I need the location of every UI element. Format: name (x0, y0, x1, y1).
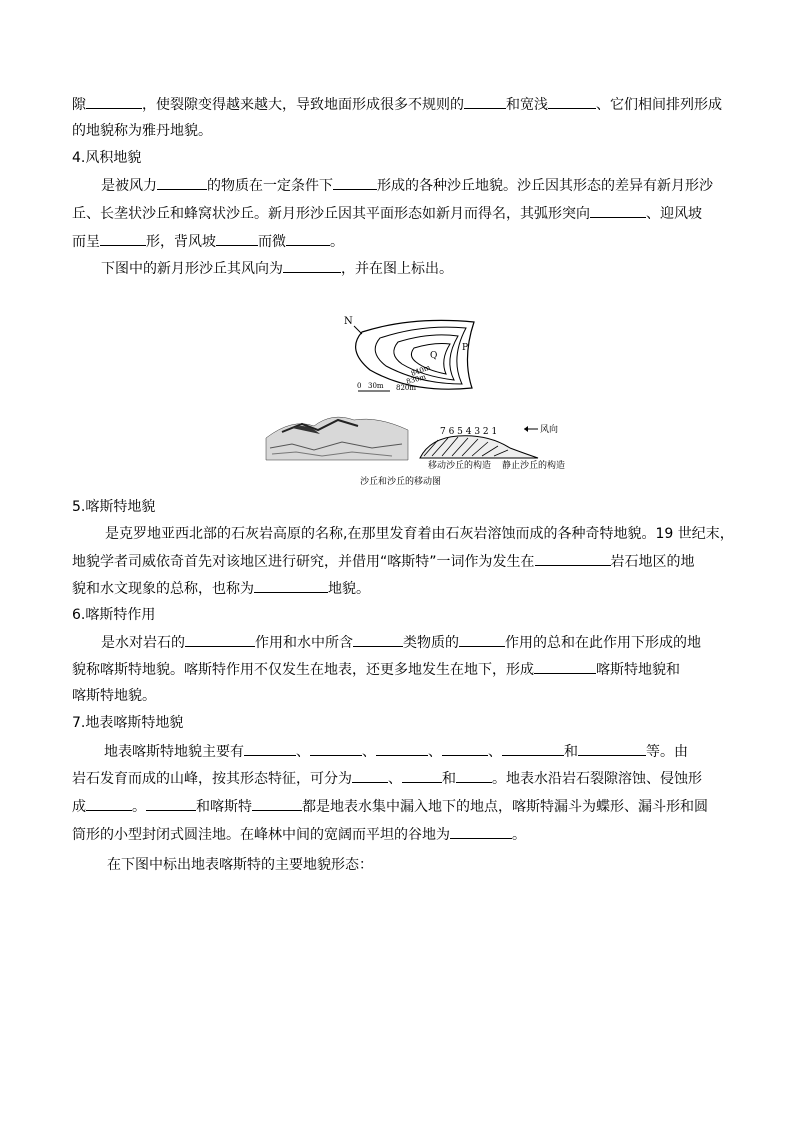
paragraph-line (72, 551, 722, 572)
paragraph-line (72, 578, 722, 599)
section-heading: 5.喀斯特地貌 (72, 499, 156, 515)
blank[interactable] (535, 551, 611, 566)
paragraph-line (72, 768, 722, 789)
text: 丘、长垄状沙丘和蜂窝状沙丘。新月形沙丘因其平面形态如新月而得名，其弧形突向 (72, 206, 590, 222)
text: 和宽浅 (506, 97, 548, 113)
text: 、迎风坡 (646, 206, 702, 222)
blank[interactable] (310, 741, 362, 756)
paragraph-line: 是克罗地亚西北部的石灰岩高原的名称,在那里发育着由石灰岩溶蚀而成的各种奇特地貌。19 世纪末， (105, 526, 734, 542)
arrow-head-icon (524, 426, 528, 432)
blank[interactable] (286, 231, 330, 246)
text: 地貌学者司威依奇首先对该地区进行研究，并借用“喀斯特”一词作为发生在 (72, 554, 535, 570)
paragraph-line: 的地貌称为雅丹地貌。 (72, 123, 212, 139)
section-heading: 6.喀斯特作用 (72, 607, 156, 623)
text: 岩石发育而成的山峰，按其形态特征，可分为 (72, 771, 352, 787)
scale-zero: 0 (357, 382, 362, 390)
text: 地表喀斯特地貌主要有 (104, 744, 244, 760)
moving-dune-label: 移动沙丘的构造 (428, 461, 492, 471)
blank[interactable] (464, 94, 506, 109)
text: 形，背风坡 (146, 234, 216, 250)
text: 和喀斯特 (196, 799, 252, 815)
text: 貌和水文现象的总称，也称为 (72, 581, 254, 597)
paragraph-line (72, 203, 722, 224)
text: 而微 (258, 234, 286, 250)
blank[interactable] (502, 741, 564, 756)
north-label: N (344, 316, 353, 327)
instruction-line: 在下图中标出地表喀斯特的主要地貌形态： (107, 857, 373, 873)
scale-30m: 30m (368, 382, 384, 390)
text: 是被风力 (101, 178, 157, 194)
text: 。地表水沿岩石裂隙溶蚀、侵蚀形 (492, 771, 702, 787)
blank[interactable] (534, 659, 596, 674)
text: 都是地表水集中漏入地下的地点，喀斯特漏斗为蝶形、漏斗形和圆 (302, 799, 708, 815)
contour-label: 840m (409, 363, 432, 378)
text: 是水对岩石的 (101, 635, 185, 651)
text: 。 (132, 799, 146, 815)
blank[interactable] (352, 768, 388, 783)
static-dune-label: 静止沙丘的构造 (502, 461, 566, 471)
paragraph-line (72, 659, 722, 680)
text: 下图中的新月形沙丘其风向为 (101, 261, 283, 277)
paragraph-line (101, 632, 751, 653)
contour-label: 830m (405, 373, 427, 386)
blank[interactable] (254, 578, 328, 593)
dune-cross-section (420, 423, 565, 471)
paragraph-line (72, 824, 722, 845)
dune-photo (266, 416, 408, 460)
question-line (101, 258, 751, 279)
point-q-label: Q (430, 351, 438, 361)
text: 貌称喀斯特地貌。喀斯特作用不仅发生在地表，还更多地发生在地下，形成 (72, 662, 534, 678)
blank[interactable] (442, 741, 488, 756)
paragraph-line (101, 175, 751, 196)
blank[interactable] (216, 231, 258, 246)
text: 喀斯特地貌和 (596, 662, 680, 678)
blank[interactable] (244, 741, 296, 756)
text: 。 (330, 234, 344, 250)
blank[interactable] (450, 824, 512, 839)
text: 形成的各种沙丘地貌。沙丘因其形态的差异有新月形沙 (377, 178, 713, 194)
text: 隙 (72, 97, 86, 113)
text: 和 (442, 771, 456, 787)
blank[interactable] (402, 768, 442, 783)
blank[interactable] (157, 175, 207, 190)
text: 成 (72, 799, 86, 815)
text: 地貌。 (328, 581, 370, 597)
text: ，使裂隙变得越来越大，导致地面形成很多不规则的 (142, 97, 464, 113)
sand-dune-figure[interactable] (262, 308, 582, 488)
text: ，并在图上标出。 (341, 261, 453, 277)
point-p-label: P (462, 343, 469, 353)
text: 而呈 (72, 234, 100, 250)
blank[interactable] (252, 796, 302, 811)
blank[interactable] (100, 231, 146, 246)
blank[interactable] (590, 203, 646, 218)
text: 筒形的小型封闭式圆洼地。在峰林中间的宽阔而平坦的谷地为 (72, 827, 450, 843)
figure-caption: 沙丘和沙丘的移动图 (360, 477, 442, 487)
wind-label: 风向 (540, 425, 559, 435)
blank[interactable] (353, 632, 403, 647)
blank[interactable] (333, 175, 377, 190)
paragraph-line (104, 741, 754, 762)
text: 类物质的 (403, 635, 459, 651)
paragraph-line: 喀斯特地貌。 (72, 688, 156, 704)
blank[interactable] (185, 632, 255, 647)
layer-numbers: 7 6 5 4 3 2 1 (440, 427, 498, 437)
paragraph-line (72, 231, 722, 252)
blank[interactable] (86, 796, 132, 811)
blank[interactable] (376, 741, 428, 756)
section-heading: 7.地表喀斯特地貌 (72, 715, 184, 731)
paragraph-line (72, 94, 722, 115)
text: 、 (296, 744, 310, 760)
text: 等。由 (646, 744, 688, 760)
blank[interactable] (146, 796, 196, 811)
text: 作用和水中所含 (255, 635, 353, 651)
text: 、 (428, 744, 442, 760)
blank[interactable] (548, 94, 596, 109)
text: 。 (512, 827, 526, 843)
text: 、 (388, 771, 402, 787)
dune-contour (394, 335, 458, 380)
text: 的物质在一定条件下 (207, 178, 333, 194)
paragraph-line (72, 796, 722, 817)
text: 、 (488, 744, 502, 760)
blank[interactable] (86, 94, 142, 109)
section-heading: 4.风积地貌 (72, 150, 142, 166)
blank[interactable] (283, 258, 341, 273)
text: 岩石地区的地 (610, 554, 695, 570)
blank[interactable] (578, 741, 646, 756)
contour-label: 820m (396, 384, 416, 392)
blank[interactable] (456, 768, 492, 783)
text: 和 (564, 744, 578, 760)
text: 作用的总和在此作用下形成的地 (505, 635, 701, 651)
text: 、它们相间排列形成 (596, 97, 722, 113)
blank[interactable] (459, 632, 505, 647)
text: 、 (362, 744, 376, 760)
